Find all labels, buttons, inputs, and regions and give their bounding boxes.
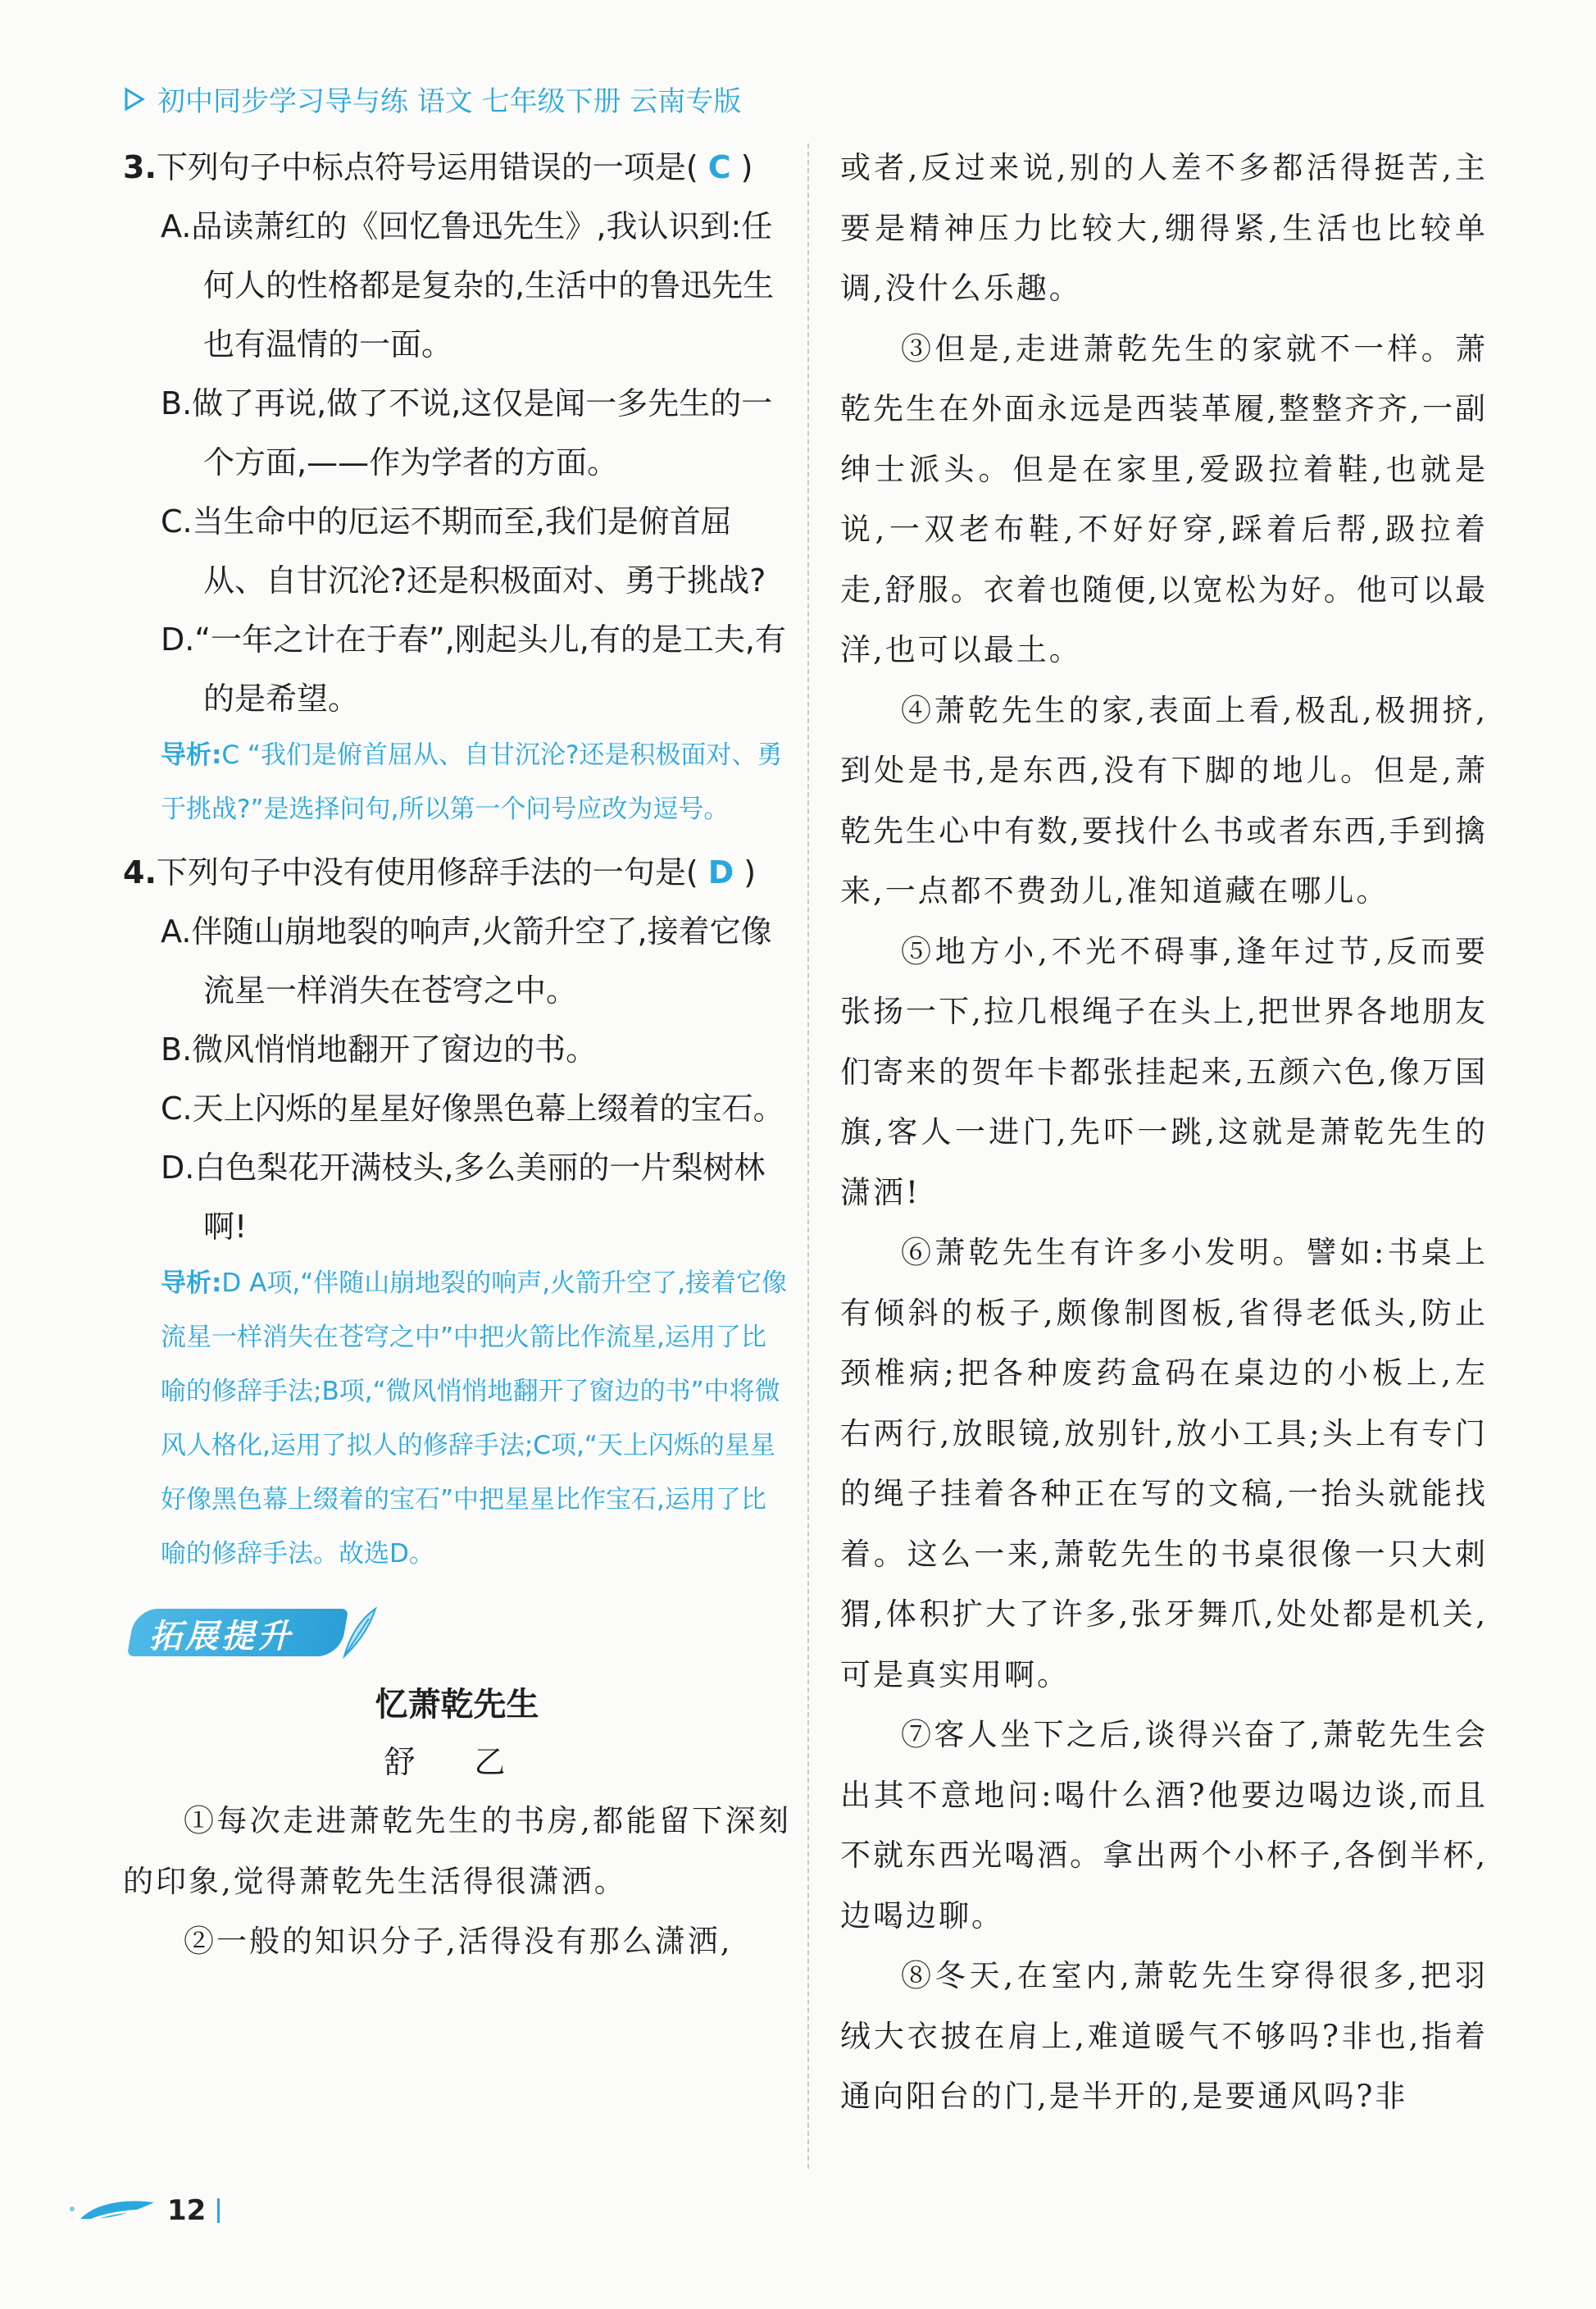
play-triangle-icon	[123, 87, 146, 112]
option-d: D.白色梨花开满枝头,多么美丽的一片梨树林啊!	[161, 1150, 766, 1245]
left-column	[123, 138, 791, 1972]
answer-mark: D	[707, 854, 734, 890]
article-paragraph: ⑦客人坐下之后,谈得兴奋了,萧乾先生会出其不意地问:喝什么酒?他要边喝边谈,而且不就东西光喝酒。拿出两个小杯子,各倒半杯,边喝边聊。	[840, 1717, 1488, 1933]
article-paragraph: ⑥萧乾先生有许多小发明。譬如:书桌上有倾斜的板子,颇像制图板,省得老低头,防止颈椎病;把各种废药盒码在桌边的小板上,左右两行,放眼镜,放别针,放小工具;头上有专门的绳子挂着各种正在写的文稿,一抬头就能找着。这么一来,萧乾先生的书桌很像一只大刺猬,体积扩大了许多,张牙舞爪,处处都是机关,可是真实用啊。	[840, 1235, 1488, 1692]
question-3	[123, 138, 791, 836]
feather-icon	[338, 1605, 379, 1660]
question-4	[123, 843, 791, 1581]
article-paragraph: ③但是,走进萧乾先生的家就不一样。萧乾先生在外面永远是西装革履,整整齐齐,一副绅士派头。但是在家里,爱趿拉着鞋,也就是说,一双老布鞋,不好好穿,踩着后帮,趿拉着走,舒服。衣着也随便,以宽松为好。他可以最洋,也可以最土。	[840, 330, 1488, 667]
swoosh-icon	[66, 2194, 156, 2227]
article-paragraph: ④萧乾先生的家,表面上看,极乱,极拥挤,到处是书,是东西,没有下脚的地儿。但是,萧乾先生心中有数,要找什么书或者东西,手到擒来,一点都不费劲儿,准知道藏在哪儿。	[840, 692, 1488, 909]
page-number: 12	[167, 2194, 207, 2227]
option-a: A.伴随山崩地裂的响声,火箭升空了,接着它像流星一样消失在苍穹之中。	[161, 913, 772, 1009]
article-paragraph: ⑤地方小,不光不碍事,逢年过节,反而要张扬一下,拉几根绳子在头上,把世界各地朋友们寄来的贺年卡都张挂起来,五颜六色,像万国旗,客人一进门,先吓一跳,这就是萧乾先生的潇洒!	[840, 933, 1488, 1210]
right-column	[840, 138, 1488, 2127]
article-paragraph: ①每次走进萧乾先生的书房,都能留下深刻的印象,觉得萧乾先生活得很潇洒。	[123, 1803, 791, 1899]
analysis: 导析:D A项,“伴随山崩地裂的响声,火箭升空了,接着它像流星一样消失在苍穹之中”中把火箭比作流星,运用了比喻的修辞手法;B项,“微风悄悄地翻开了窗边的书”中将微风人格化,运用了拟人的修辞手法;C项,“天上闪烁的星星好像黑色幕上缀着的宝石”中把星星比作宝石,运用了比喻的修辞手法。故选D。	[161, 1268, 787, 1569]
article-paragraph: ②一般的知识分子,活得没有那么潇洒,	[184, 1924, 733, 1959]
article-paragraph: ⑧冬天,在室内,萧乾先生穿得很多,把羽绒大衣披在肩上,难道暖气不够吗?非也,指着通向阳台的门,是半开的,是要通风吗?非	[840, 1958, 1488, 2114]
option-c: C.当生命中的厄运不期而至,我们是俯首屈从、自甘沉沦?还是积极面对、勇于挑战?	[161, 503, 766, 599]
option-b: B.微风悄悄地翻开了窗边的书。	[161, 1032, 598, 1068]
option-a: A.品读萧红的《回忆鲁迅先生》,我认识到:任何人的性格都是复杂的,生活中的鲁迅先生也有温情的一面。	[161, 208, 775, 362]
question-stem: 3.下列句子中标点符号运用错误的一项是( C )	[123, 149, 753, 185]
answer-mark: C	[707, 149, 731, 185]
column-divider	[807, 143, 809, 2169]
analysis: 导析:C “我们是俯首屈从、自甘沉沦?还是积极面对、勇于挑战?”是选择问句,所以第一个问号应改为逗号。	[161, 740, 783, 824]
running-header	[123, 79, 741, 119]
page-footer	[66, 2194, 220, 2227]
section-banner	[131, 1604, 377, 1661]
footer-bar	[217, 2198, 220, 2223]
article-title: 忆萧乾先生	[375, 1686, 539, 1724]
option-d: D.“一年之计在于春”,刚起头儿,有的是工夫,有的是希望。	[161, 622, 786, 717]
option-b: B.做了再说,做了不说,这仅是闻一多先生的一个方面,——作为学者的方面。	[161, 385, 773, 480]
banner-text: 拓展提升	[149, 1618, 293, 1655]
article-paragraph: 或者,反过来说,别的人差不多都活得挺苦,主要是精神压力比较大,绷得紧,生活也比较单调,没什么乐趣。	[840, 150, 1488, 306]
option-c: C.天上闪烁的星星好像黑色幕上缀着的宝石。	[161, 1091, 784, 1127]
article-author: 舒 乙	[384, 1744, 530, 1780]
header-text: 初中同步学习导与练 语文 七年级下册 云南专版	[157, 85, 742, 118]
question-stem: 4.下列句子中没有使用修辞手法的一句是( D )	[123, 854, 757, 890]
